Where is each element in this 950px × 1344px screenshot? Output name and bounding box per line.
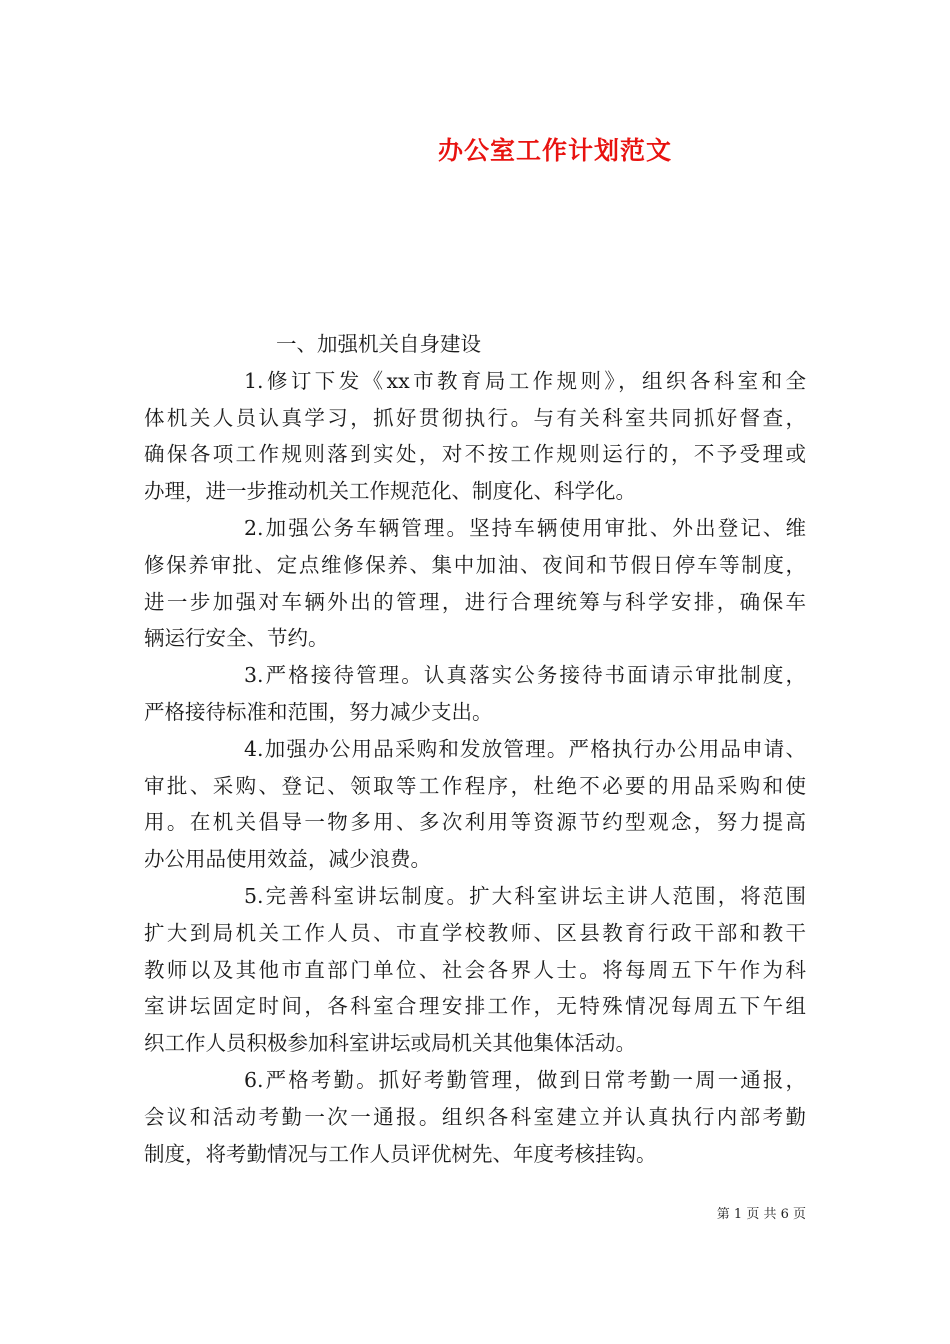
paragraph-5-line: 教师以及其他市直部门单位、社会各界人士。将每周五下午作为科 (144, 957, 806, 982)
paragraph-5-line: 织工作人员积极参加科室讲坛或局机关其他集体活动。 (144, 1031, 636, 1056)
paragraph-1-line: 体机关人员认真学习，抓好贯彻执行。与有关科室共同抓好督查， (144, 405, 806, 430)
paragraph-2-line: 修保养审批、定点维修保养、集中加油、夜间和节假日停车等制度， (144, 552, 806, 577)
paragraph-2-line: 辆运行安全、节约。 (144, 626, 329, 651)
section-heading: 一、加强机关自身建设 (276, 332, 481, 356)
paragraph-3-line: 3.严格接待管理。认真落实公务接待书面请示审批制度， (244, 663, 806, 688)
paragraph-6-line: 制度，将考勤情况与工作人员评优树先、年度考核挂钩。 (144, 1141, 657, 1166)
paragraph-1-line: 1.修订下发《xx市教育局工作规则》，组织各科室和全 (244, 368, 806, 393)
paragraph-6-line: 6.严格考勤。抓好考勤管理，做到日常考勤一周一通报， (244, 1067, 806, 1092)
paragraph-2-line: 进一步加强对车辆外出的管理，进行合理统筹与科学安排，确保车 (144, 589, 806, 614)
paragraph-1-line: 确保各项工作规则落到实处，对不按工作规则运行的，不予受理或 (144, 442, 806, 467)
paragraph-5-line: 5.完善科室讲坛制度。扩大科室讲坛主讲人范围，将范围 (244, 883, 806, 908)
paragraph-3-line: 严格接待标准和范围，努力减少支出。 (144, 699, 493, 724)
paragraph-2-line: 2.加强公务车辆管理。坚持车辆使用审批、外出登记、维 (244, 515, 806, 540)
page-number-footer: 第 1 页 共 6 页 (716, 1207, 806, 1222)
paragraph-1-line: 办理，进一步推动机关工作规范化、制度化、科学化。 (144, 479, 636, 504)
document-title: 办公室工作计划范文 (437, 136, 672, 165)
document-body (144, 326, 806, 1172)
paragraph-4-line: 办公用品使用效益，减少浪费。 (144, 847, 431, 872)
paragraph-6-line: 会议和活动考勤一次一通报。组织各科室建立并认真执行内部考勤 (144, 1104, 806, 1129)
paragraph-4-line: 用。在机关倡导一物多用、多次利用等资源节约型观念，努力提高 (144, 810, 806, 835)
paragraph-4-line: 4.加强办公用品采购和发放管理。严格执行办公用品申请、 (244, 736, 806, 761)
paragraph-4-line: 审批、采购、登记、领取等工作程序，杜绝不必要的用品采购和使 (144, 773, 806, 798)
paragraph-5-line: 扩大到局机关工作人员、市直学校教师、区县教育行政干部和教干 (144, 920, 806, 945)
paragraph-5-line: 室讲坛固定时间，各科室合理安排工作，无特殊情况每周五下午组 (144, 994, 806, 1019)
